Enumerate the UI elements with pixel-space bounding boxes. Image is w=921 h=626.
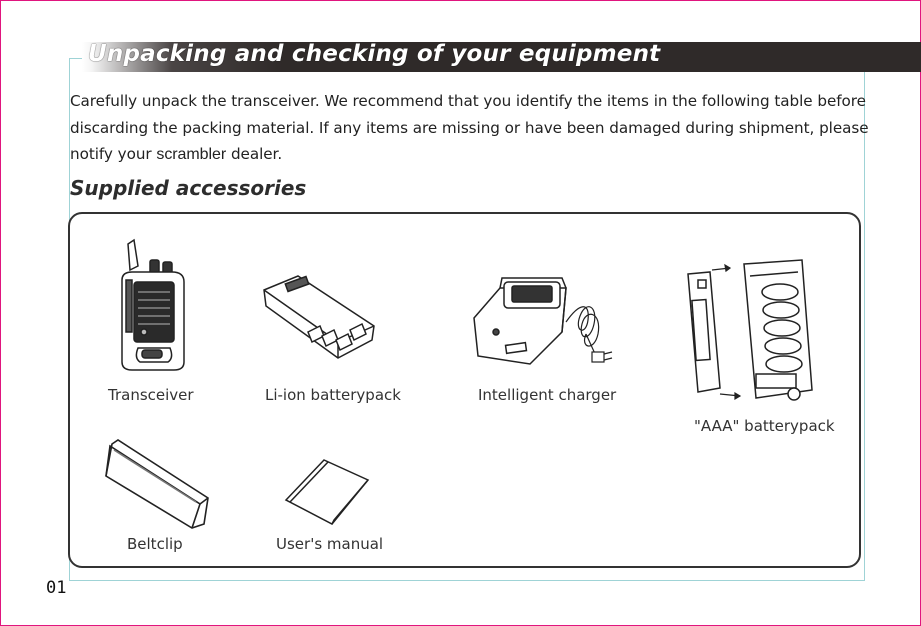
intro-text-start: Carefully unpack the transceiver. We recommend that you identify the items in the following table before discarding the packing material. If any items are missing or have been damaged during shipment, please notify your xyxy=(70,92,869,163)
page-number: 01 xyxy=(46,578,67,598)
item-label-beltclip: Beltclip xyxy=(127,535,183,553)
aaa-batterypack-icon xyxy=(684,256,818,406)
page-title: Unpacking and checking of your equipment xyxy=(88,41,661,67)
transceiver-icon xyxy=(112,236,192,376)
intro-text-end: dealer. xyxy=(226,145,283,163)
section-title: Supplied accessories xyxy=(70,176,307,200)
item-label-transceiver: Transceiver xyxy=(108,386,194,404)
manual-icon xyxy=(282,458,372,528)
intro-paragraph xyxy=(70,88,872,169)
li-ion-battery-icon xyxy=(258,270,380,366)
item-label-li-ion-batterypack: Li-ion batterypack xyxy=(265,386,401,404)
beltclip-icon xyxy=(100,438,214,530)
brand-name: scrambler xyxy=(156,146,227,163)
item-label-aaa-batterypack: "AAA" batterypack xyxy=(694,417,835,435)
item-label-users-manual: User's manual xyxy=(276,535,384,553)
charger-icon xyxy=(470,272,630,372)
item-label-intelligent-charger: Intelligent charger xyxy=(478,386,617,404)
